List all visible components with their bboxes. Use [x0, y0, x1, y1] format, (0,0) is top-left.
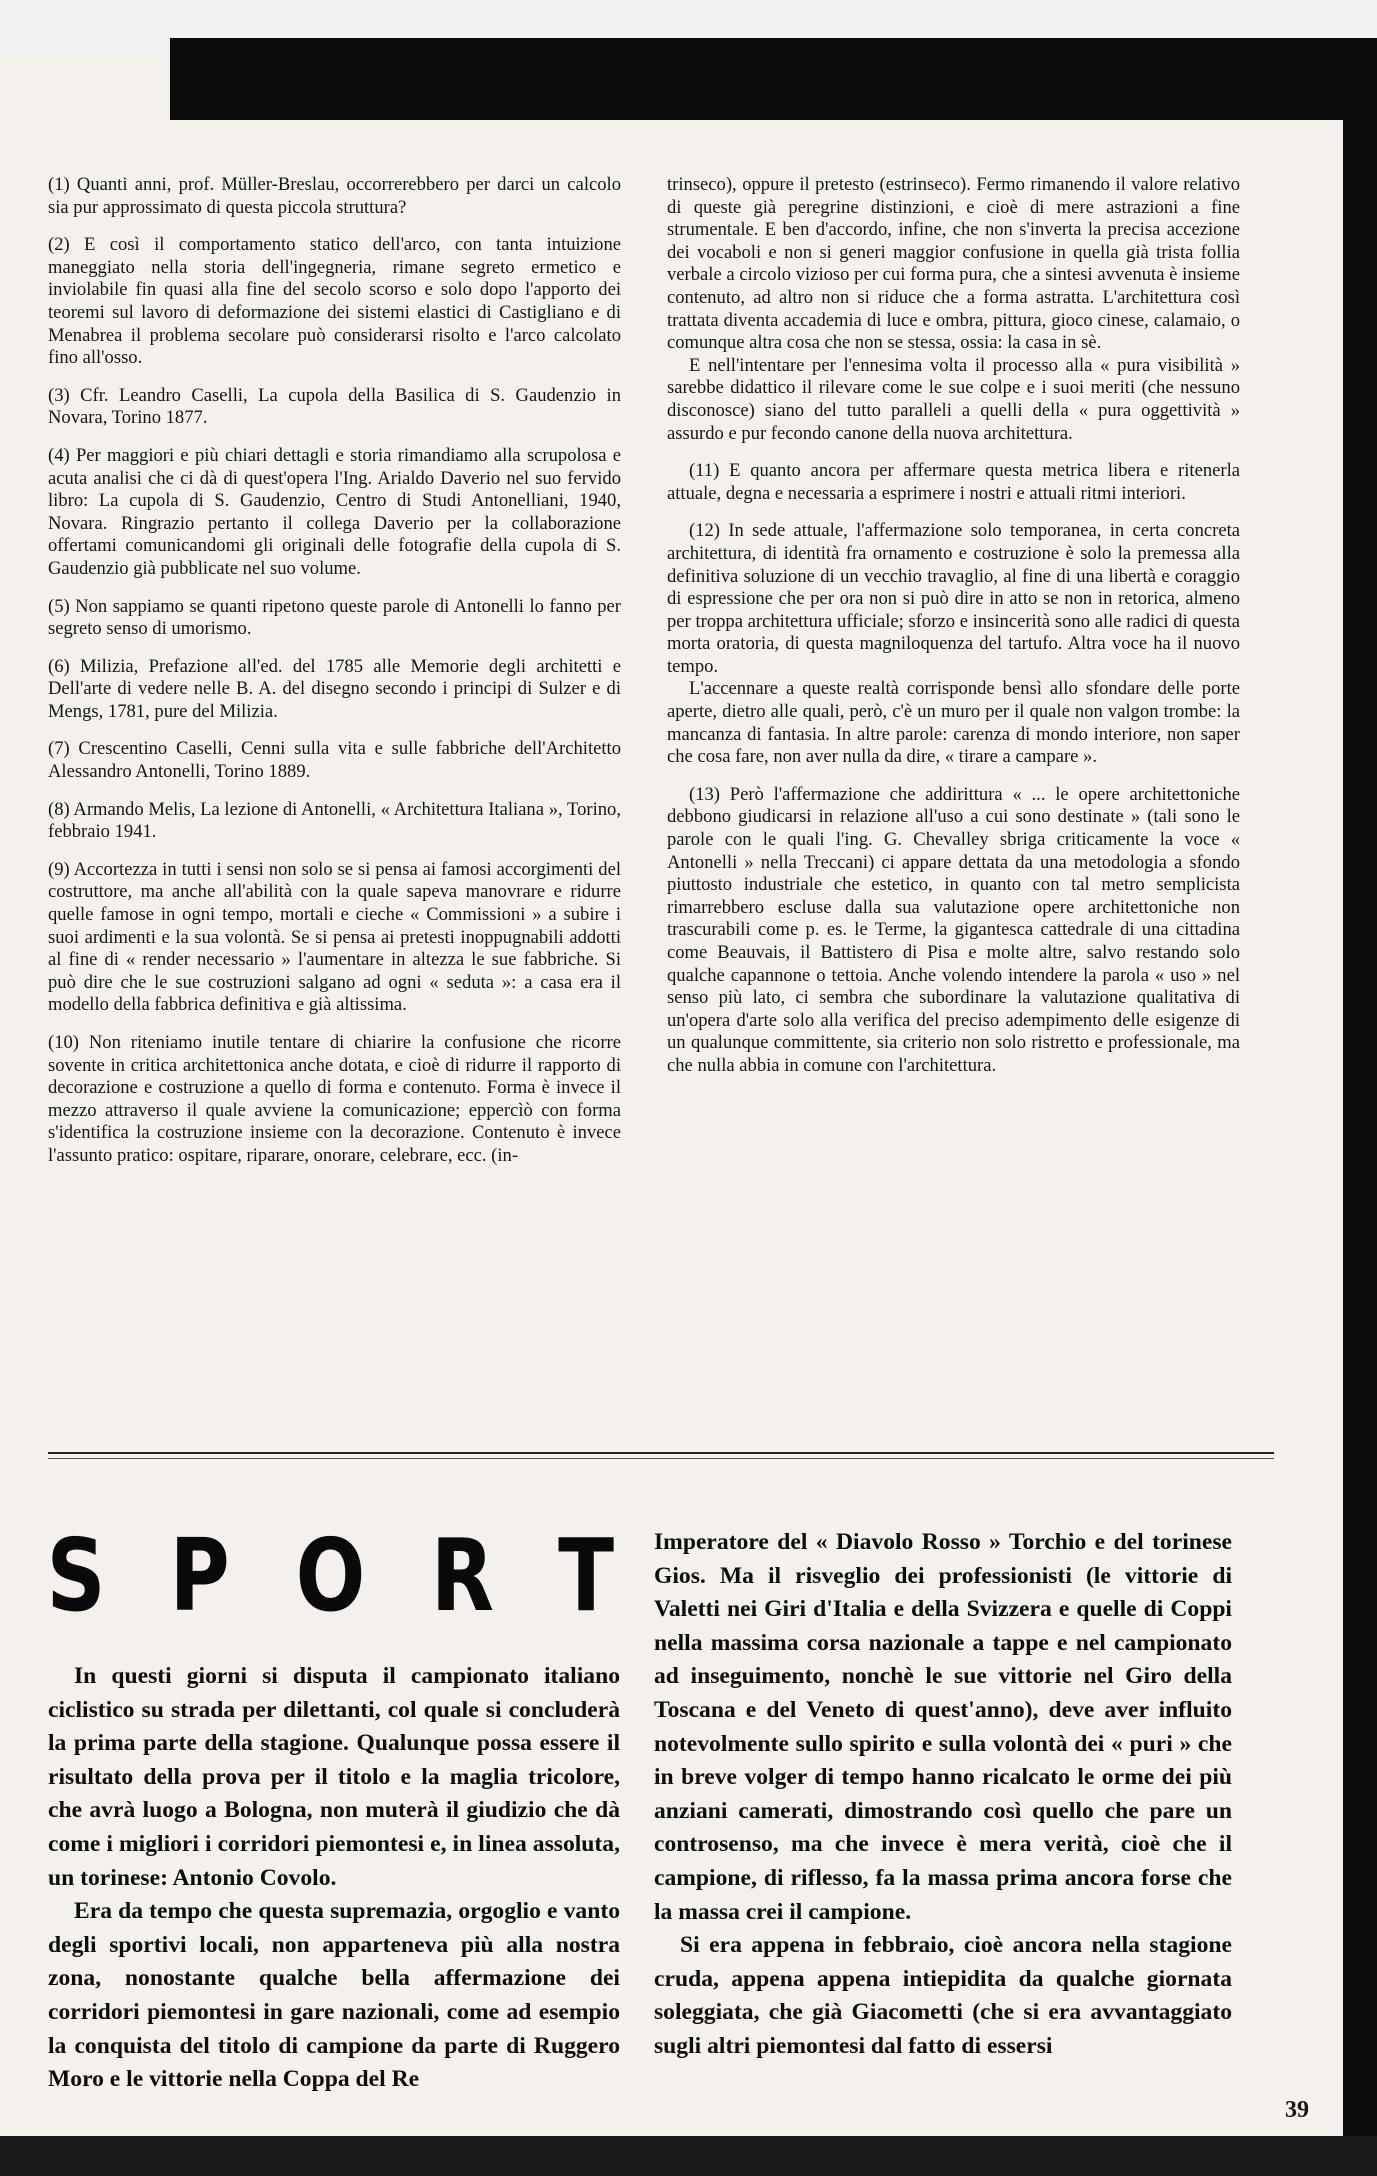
sport-heading-letter: T	[557, 1516, 614, 1634]
sport-heading-letter: R	[430, 1516, 494, 1634]
note-1: (1) Quanti anni, prof. Müller-Breslau, occorrerebbero per darci un calcolo sia pur approssimato di questa piccola struttura?	[48, 174, 621, 218]
note-11: (11) E quanto ancora per affermare questa metrica libera e ritenerla attuale, degna e necessaria a esprimere i nostri e attuali ritmi interiori.	[667, 460, 1240, 504]
sport-paragraph: Si era appena in febbraio, cioè ancora nella stagione cruda, appena appena intiepidita da qualche giornata soleggiata, che già Giacometti (che si era avvantaggiato sugli altri piemontesi dal fatto di essersi	[654, 1932, 1232, 2059]
note-12: (12) In sede attuale, l'affermazione solo temporanea, in certa concreta architettura, di identità fra ornamento e costruzione è solo la premessa alla definitiva soluzione di un vecchio travaglio, al fine di una libertà e coraggio di espressione che per ora non si può dire in atto se non in retorica, almeno per troppa architettura ufficiale; sforzo e insincerità sono alle radici di questa morta oratoria, di questa magniloquenza del tartufo. Altra voce ha il nuovo tempo.	[667, 520, 1240, 677]
note-7: (7) Crescentino Caselli, Cenni sulla vita e sulle fabbriche dell'Architetto Alessandro Antonelli, Torino 1889.	[48, 738, 621, 783]
sport-heading-letter: P	[169, 1516, 230, 1634]
sport-paragraph: In questi giorni si disputa il campionato italiano ciclistico su strada per dilettanti, col quale si concluderà la prima parte della stagione. Qualunque possa essere il risultato della prova per il titolo e la maglia tricolore, che avrà luogo a Bologna, non muterà il giudizio che dà come i migliori i corridori piemontesi e, in linea assoluta, un torinese: Antonio Covolo.	[48, 1663, 620, 1891]
sport-left-column	[48, 1660, 620, 2097]
section-divider	[48, 1452, 1274, 1454]
note-9: (9) Accortezza in tutti i sensi non solo se si pensa ai famosi accorgimenti del costruttore, ma anche all'abilità con la quale sapeva manovrare e ridurre quelle famose in ogni tempo, mortali e cieche « Commissioni » a subire i suoi ardimenti e la sua volontà. Se si pensa ai pretesti inoppugnabili addotti al fine di « render necessario » l'aumentare in altezza le sue fabbriche. Si può dire che le sue costruzioni salgano ad ogni « seduta »: a casa era il modello della fabbrica definitiva e già altissima.	[48, 858, 621, 1016]
scan-right-border	[1343, 38, 1377, 2176]
sport-heading	[40, 1516, 620, 1634]
note-10-paragraph-2: E nell'intentare per l'ennesima volta il processo alla « pura visibilità » sarebbe didattico il rilevare come le sue colpe e i suoi meriti (che nessuno disconosce) siano del tutto paralleli a quelli della « pura oggettività » assurdo e pur fecondo canone della nuova architettura.	[667, 354, 1240, 444]
note-3: (3) Cfr. Leandro Caselli, La cupola della Basilica di S. Gaudenzio in Novara, Torino 1877.	[48, 384, 621, 429]
note-10: (10) Non riteniamo inutile tentare di chiarire la confusione che ricorre sovente in critica architettonica anche dotata, e cioè di ridurre il rapporto di decorazione e costruzione a quello di forma e contenuto. Forma è invece il mezzo attraverso il quale avviene la comunicazione; eppercìò con forma s'identifica la costruzione insieme con la decorazione. Contenuto è invece l'assunto pratico: ospitare, riparare, onorare, celebrare, ecc. (in-	[48, 1032, 621, 1166]
note-4: (4) Per maggiori e più chiari dettagli e storia rimandiamo alla scrupolosa e acuta analisi che ci dà di quest'opera l'Ing. Arialdo Daverio nel suo fervido libro: La cupola di S. Gaudenzio, Centro di Studi Antonelliani, 1940, Novara. Ringrazio pertanto il collega Daverio per la collaborazione offertami comunicandomi gli originali delle fotografie della cupola di S. Gaudenzio già pubblicate nel suo volume.	[48, 444, 621, 579]
sport-heading-letter: O	[295, 1516, 365, 1634]
note-6: (6) Milizia, Prefazione all'ed. del 1785 alle Memorie degli architetti e Dell'arte di vedere nelle B. A. del disegno secondo i principi di Sulzer e di Mengs, 1781, pure del Milizia.	[48, 655, 621, 722]
scan-bottom-border	[0, 2136, 1377, 2176]
notes-left-column	[48, 174, 621, 1183]
section-divider-secondary	[48, 1458, 1274, 1459]
sport-paragraph: Imperatore del « Diavolo Rosso » Torchio e del torinese Gios. Ma il risveglio dei professionisti (le vittorie di Valetti nei Giri d'Italia e della Svizzera e quelle di Coppi nella massima corsa nazionale a tappe e nel campionato ad inseguimento, nonchè le sue vittorie nel Giro della Toscana e del Veneto di quest'anno), deve aver influito notevolmente sullo spirito e sulla volontà dei « puri » che in breve volger di tempo hanno ricalcato le orme dei più anziani camerati, dimostrando così quello che pare un controsenso, ma che invece è mera verità, cioè che il campione, di riflesso, fa la massa prima ancora forse che la massa crei il campione.	[654, 1529, 1232, 1925]
page-number: 39	[1285, 2097, 1309, 2123]
note-10-continued: trinseco), oppure il pretesto (estrinseco). Fermo rimanendo il valore relativo di queste già peregrine distinzioni, e cioè di mere astrazioni a fine strumentale. E ben d'accordo, infine, che non s'inverta la precisa accezione dei vocaboli e non si generi maggior confusione in quella già trista follia verbale a circolo vizioso per cui forma pura, che a sintesi avvenuta è insieme contenuto, ad altro non si riduce che a forma astratta. L'architettura così trattata diventa accademia di luce e ombra, pittura, gioco cinese, calamaio, o comunque altra cosa che non se stessa, ossia: la casa in sè.	[667, 174, 1240, 354]
note-13: (13) Però l'affermazione che addirittura « ... le opere architettoniche debbono giudicarsi in relazione all'uso a cui sono destinate » (tali sono le parole con le quali l'ing. G. Chevalley sbriga criticamente la voce « Antonelli » nella Treccani) ci appare dettata da una metodologia a sfondo piuttosto industriale che estetico, in quanto con tal metro semplicista rimarrebbero escluse dalla sua valutazione opere architettoniche non trascurabili come p. es. le Terme, la gigantesca cattedrale di una cittadina come Beauvais, il Battistero di Pisa e molte altre, salvo restando solo qualche capannone o tettoia. Anche volendo intendere la parola « uso » nel senso più lato, ci sembra che subordinare la valutazione qualitativa di un'opera d'arte solo alla verifica del preciso adempimento delle esigenze di un qualunque committente, sia criterio non solo ristretto e professionale, ma che nulla abbia in comune con l'architettura.	[667, 783, 1240, 1076]
note-12-paragraph-2: L'accennare a queste realtà corrisponde bensì allo sfondare delle porte aperte, dietro alle quali, però, c'è un muro per il quale non valgon trombe: la mancanza di fantasia. In altre parole: carenza di mondo interiore, non saper che cosa fare, non aver nulla da dire, « tirare a campare ».	[667, 678, 1240, 768]
sport-heading-letter: S	[46, 1516, 106, 1634]
note-5: (5) Non sappiamo se quanti ripetono queste parole di Antonelli lo fanno per segreto senso di umorismo.	[48, 595, 621, 640]
sport-right-column	[654, 1526, 1232, 2064]
note-2: (2) E così il comportamento statico dell'arco, con tanta intuizione maneggiato nella storia dell'ingegneria, rimane segreto ermetico e inviolabile fin quasi alla fine del secolo scorso e solo dopo l'apporto dei teoremi sul lavoro di deformazione dei sistemi elastici di Castigliano e di Menabrea il problema secolare può considerarsi risolto e l'arco calcolato fino all'osso.	[48, 234, 621, 369]
note-8: (8) Armando Melis, La lezione di Antonelli, « Architettura Italiana », Torino, febbraio 1941.	[48, 798, 621, 843]
sport-paragraph: Era da tempo che questa supremazia, orgoglio e vanto degli sportivi locali, non apparteneva più alla nostra zona, nonostante qualche bella affermazione dei corridori piemontesi in gare nazionali, come ad esempio la conquista del titolo di campione da parte di Ruggero Moro e le vittorie nella Coppa del Re	[48, 1898, 620, 2093]
scan-top-border	[170, 38, 1377, 120]
notes-right-column	[667, 174, 1240, 1078]
